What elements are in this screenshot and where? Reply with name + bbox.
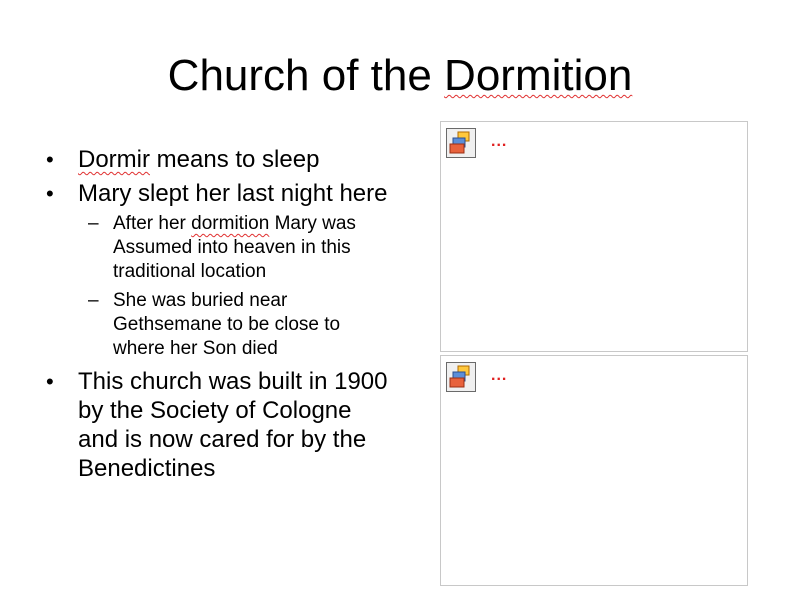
placeholder-label: ... xyxy=(491,133,508,150)
spellcheck-word[interactable]: dormition xyxy=(191,213,270,234)
dash-marker: – xyxy=(88,213,99,234)
bullet-marker: • xyxy=(46,181,54,206)
bullet-marker: • xyxy=(46,369,54,394)
dash-marker: – xyxy=(88,290,99,311)
title-spellcheck-word[interactable]: Dormition xyxy=(444,51,633,100)
bullet-item xyxy=(44,145,394,174)
bullet-item xyxy=(44,367,394,483)
sub-bullet-list xyxy=(78,212,394,361)
bullet-item xyxy=(44,179,394,361)
slide-title[interactable] xyxy=(0,48,800,104)
insert-object-icon[interactable] xyxy=(446,128,476,158)
bullet-text: means to sleep xyxy=(150,146,320,173)
spellcheck-word[interactable]: Dormir xyxy=(78,146,150,173)
sub-bullet-text: She was buried near Gethsemane to be close to where her Son died xyxy=(113,290,341,359)
content-placeholder-bottom[interactable] xyxy=(440,355,748,586)
bullet-text: Mary slept her last night here xyxy=(78,180,388,207)
bullet-list[interactable] xyxy=(44,145,394,488)
bullet-text: This church was built in 1900 by the Society of Cologne and is now cared for by the Benedictines xyxy=(78,368,388,482)
placeholder-label: ... xyxy=(491,367,508,384)
bullet-marker: • xyxy=(46,147,54,172)
insert-object-icon[interactable] xyxy=(446,362,476,392)
sub-bullet-text: Mary was Assumed into heaven in this traditional location xyxy=(113,213,356,282)
sub-bullet-item xyxy=(78,212,394,284)
content-placeholder-top[interactable] xyxy=(440,121,748,352)
title-text-prefix: Church of the xyxy=(167,51,445,100)
sub-bullet-item xyxy=(78,289,394,361)
sub-bullet-text: After her xyxy=(113,213,192,234)
